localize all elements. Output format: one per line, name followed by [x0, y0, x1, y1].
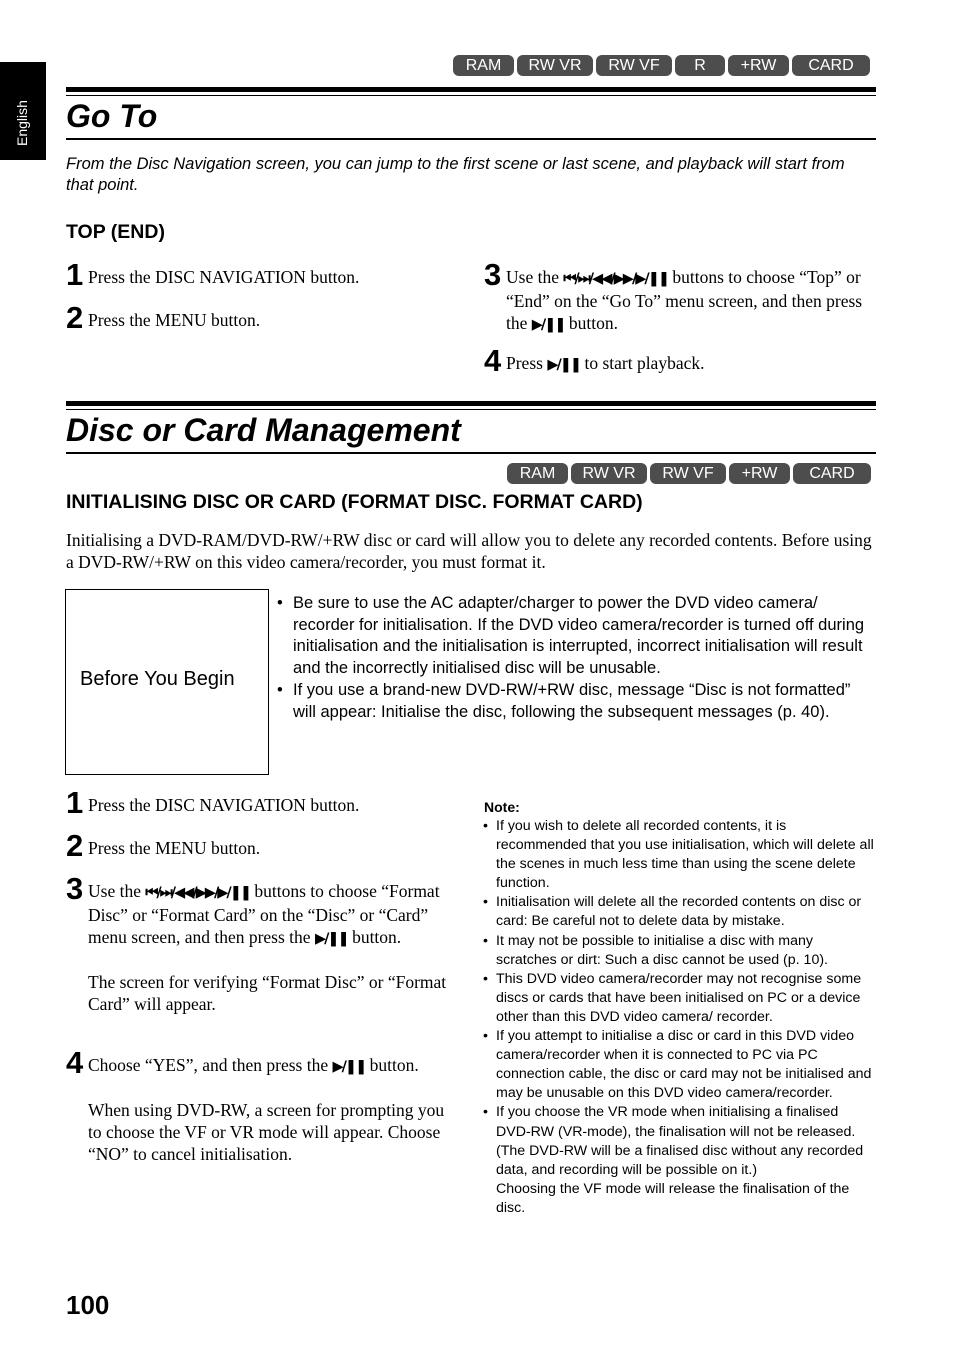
before-you-begin-label: Before You Begin	[80, 668, 235, 690]
disc-step-3	[66, 871, 461, 1015]
list-item: • If you use a brand-new DVD-RW/+RW disc, message “Disc is not formatted” will appear: Initialise the disc, following the subsequent messages (p. 40).	[275, 680, 875, 723]
play-pause-icon: ▶/❚❚	[332, 1059, 366, 1075]
divider	[66, 401, 876, 406]
step-number: 4	[66, 1045, 84, 1080]
step-text: Choose “YES”, and then press the	[88, 1055, 329, 1075]
step-number: 2	[66, 300, 84, 335]
disc-step-4	[66, 1045, 461, 1165]
format-badges-disc	[507, 463, 871, 484]
section-title-disc-card-management: Disc or Card Management	[66, 412, 461, 448]
divider	[66, 452, 876, 454]
step-number: 1	[66, 785, 84, 820]
go-to-step-2	[66, 300, 456, 335]
list-item: • It may not be possible to initialise a disc with many scratches or dirt: Such a disc cannot be used (p. 10).	[482, 932, 876, 970]
divider	[66, 409, 876, 410]
badge-card: CARD	[793, 463, 871, 484]
before-you-begin-list	[275, 593, 875, 723]
divider	[66, 95, 876, 96]
badge-rw-vf: RW VF	[650, 463, 726, 484]
list-item: • If you wish to delete all recorded contents, it is recommended that you use initialisation, which will delete all the scenes in much less time than using the scene delete function.	[482, 817, 876, 893]
step-text: Press the MENU button.	[88, 838, 261, 858]
format-badges-goto	[453, 55, 870, 76]
go-to-intro: From the Disc Navigation screen, you can jump to the first scene or last scene, and playback will start from that point.	[66, 155, 845, 194]
language-tab-label: English	[14, 100, 30, 146]
step-note: When using DVD-RW, a screen for prompting you to choose the VF or VR mode will appear. Choose “NO” to cancel initialisation.	[88, 1100, 445, 1164]
go-to-step-4	[484, 343, 876, 378]
badge-card: CARD	[792, 55, 870, 76]
playback-controls-icon: ⏮/⏭/◀◀/▶▶/▶/❚❚	[563, 271, 668, 287]
step-number: 2	[66, 828, 84, 863]
subheading-initialising: INITIALISING DISC OR CARD (FORMAT DISC. FORMAT CARD)	[66, 491, 643, 513]
step-text: Use the	[88, 881, 141, 901]
note-continuation: Choosing the VF mode will release the finalisation of the disc.	[496, 1180, 850, 1216]
list-item: • Initialisation will delete all the recorded contents on disc or card: Be careful not to delete data by mistake.	[482, 893, 876, 931]
step-text: buttons to choose “Top” or “End” on the “Go To” menu screen, and then press the	[506, 267, 863, 333]
section-title-go-to: Go To	[66, 98, 158, 134]
play-pause-icon: ▶/❚❚	[531, 317, 565, 333]
badge-rw-vr: RW VR	[571, 463, 647, 484]
step-text: Use the	[506, 267, 559, 287]
badge-ram: RAM	[453, 55, 514, 76]
step-number: 1	[66, 257, 84, 292]
list-item: • This DVD video camera/recorder may not recognise some discs or cards that have been initialised on PC or a device other than this DVD video camera/ recorder.	[482, 970, 876, 1027]
step-text: Press the DISC NAVIGATION button.	[88, 795, 360, 815]
badge-plus-rw: +RW	[728, 55, 789, 76]
step-text: Press the MENU button.	[88, 310, 261, 330]
step-text: button.	[369, 1055, 419, 1075]
playback-controls-icon: ⏮/⏭/◀◀/▶▶/▶/❚❚	[145, 885, 250, 901]
badge-r: R	[675, 55, 725, 76]
list-item: • If you choose the VR mode when initialising a finalised DVD-RW (VR-mode), the finalisation will not be released. (The DVD-RW will be a finalised disc without any recorded data, and recording will be possible on it.)	[482, 1103, 876, 1179]
badge-rw-vf: RW VF	[596, 55, 672, 76]
step-text: Press the DISC NAVIGATION button.	[88, 267, 360, 287]
play-pause-icon: ▶/❚❚	[547, 357, 581, 373]
disc-step-1	[66, 785, 461, 820]
notes-list	[482, 817, 876, 1218]
divider	[66, 87, 876, 92]
page-number: 100	[66, 1290, 110, 1320]
go-to-step-3	[484, 257, 876, 336]
list-item: • Be sure to use the AC adapter/charger to power the DVD video camera/ recorder for initialisation. If the DVD video camera/recorder is turned off during initialisation and the initialisation is interrupted, incorrect initialisation will result and the incorrectly initialised disc will be unusable.	[275, 593, 875, 680]
badge-plus-rw: +RW	[729, 463, 790, 484]
subheading-top-end: TOP (END)	[66, 221, 165, 243]
play-pause-icon: ▶/❚❚	[314, 931, 348, 947]
step-number: 4	[484, 343, 502, 378]
badge-ram: RAM	[507, 463, 568, 484]
badge-rw-vr: RW VR	[517, 55, 593, 76]
language-tab	[0, 62, 46, 160]
step-note: The screen for verifying “Format Disc” or “Format Card” will appear.	[88, 972, 447, 1014]
go-to-step-1	[66, 257, 456, 292]
disc-step-2	[66, 828, 461, 863]
note-title: Note:	[484, 799, 520, 815]
step-number: 3	[66, 871, 84, 906]
list-item: • If you attempt to initialise a disc or card in this DVD video camera/recorder when it is connected to PC via PC connection cable, the disc or card may not be initialised and may be unusable on this DVD video camera/recorder.	[482, 1027, 876, 1103]
step-text: buttons to choose “Format Disc” or “Format Card” on the “Disc” or “Card” menu screen, and then press the	[88, 881, 440, 947]
divider	[66, 138, 876, 140]
step-text: to start playback.	[584, 353, 705, 373]
step-text: button.	[352, 927, 402, 947]
initialising-intro: Initialising a DVD-RAM/DVD-RW/+RW disc or card will allow you to delete any recorded contents. Before using a DVD-RW/+RW on this video camera/recorder, you must format it.	[66, 530, 872, 572]
step-text: Press	[506, 353, 543, 373]
step-number: 3	[484, 257, 502, 292]
step-text: button.	[568, 313, 618, 333]
